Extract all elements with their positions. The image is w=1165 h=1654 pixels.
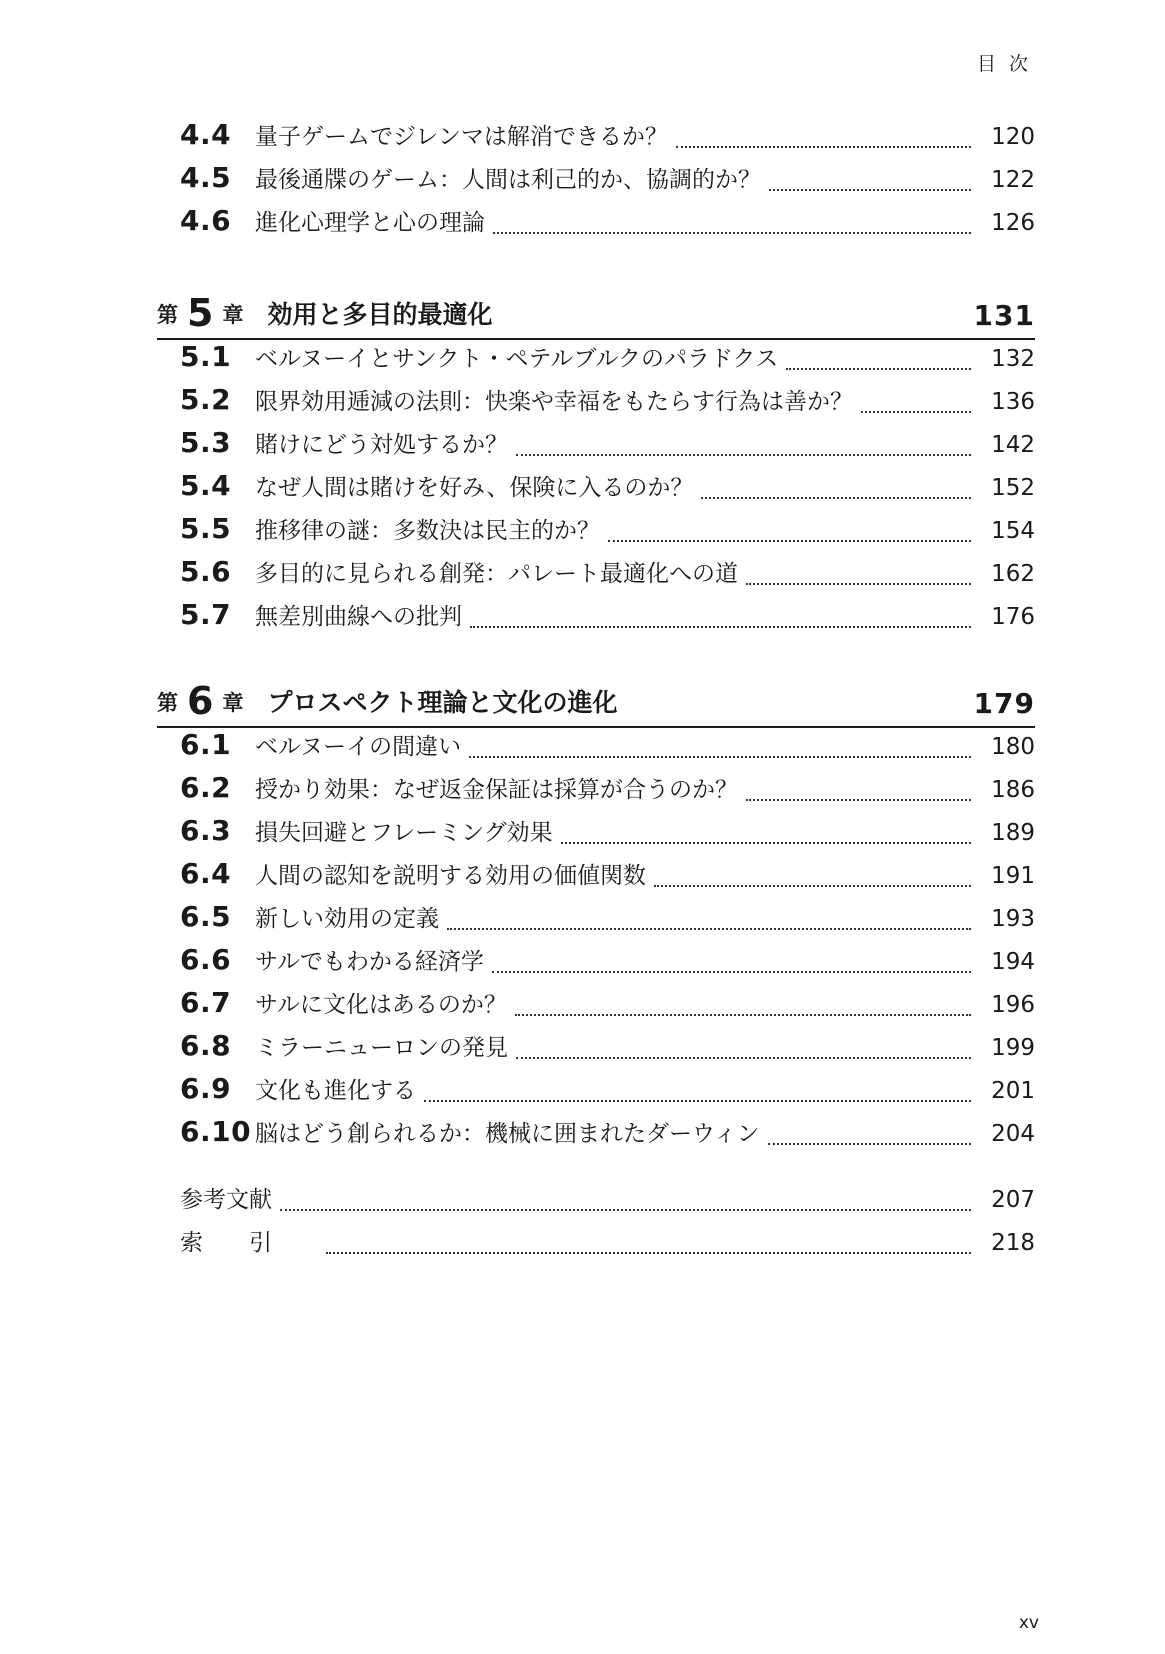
backmatter-page-number: 218	[991, 1230, 1035, 1256]
chapter-6-sections	[180, 728, 1035, 1158]
chapter-suffix: 章	[222, 691, 244, 715]
dot-leader	[769, 189, 971, 191]
toc-entry[interactable]	[180, 118, 1035, 161]
chapter-suffix: 章	[222, 303, 244, 327]
section-title: 限界効用逓減の法則：快楽や幸福をもたらす行為は善か？	[255, 389, 853, 415]
section-page-number: 194	[991, 949, 1035, 975]
toc-entry[interactable]	[180, 1115, 1035, 1158]
section-page-number: 201	[991, 1078, 1035, 1104]
chapter-5-sections	[180, 340, 1035, 641]
chapter-number: 6	[187, 679, 214, 723]
section-number: 5.5	[180, 512, 232, 545]
section-number: 5.3	[180, 426, 232, 459]
toc-entry[interactable]	[180, 1029, 1035, 1072]
section-number: 4.5	[180, 161, 232, 194]
section-title: 推移律の謎：多数決は民主的か？	[255, 518, 600, 544]
section-title: 人間の認知を説明する効用の価値関数	[255, 863, 646, 889]
chapter-page-number: 179	[973, 687, 1035, 720]
toc-entry[interactable]	[180, 555, 1035, 598]
toc-entry[interactable]	[180, 161, 1035, 204]
toc-entry[interactable]	[180, 1072, 1035, 1115]
dot-leader	[516, 454, 971, 456]
dot-leader	[676, 146, 971, 148]
toc-entry[interactable]	[180, 857, 1035, 900]
dot-leader	[493, 232, 971, 234]
dot-leader	[447, 928, 971, 930]
dot-leader	[608, 540, 971, 542]
section-title: ベルヌーイの間違い	[255, 734, 462, 760]
toc-entry[interactable]	[180, 814, 1035, 857]
section-number: 6.5	[180, 900, 232, 933]
dot-leader	[280, 1209, 971, 1211]
section-page-number: 191	[991, 863, 1035, 889]
toc-entry[interactable]	[180, 986, 1035, 1029]
chapter-prefix: 第	[157, 691, 178, 715]
toc-entry[interactable]	[180, 383, 1035, 426]
dot-leader	[746, 583, 971, 585]
section-title: サルでもわかる経済学	[255, 949, 484, 975]
dot-leader	[701, 497, 971, 499]
section-title: ミラーニューロンの発見	[255, 1035, 508, 1061]
toc-entry[interactable]	[180, 340, 1035, 383]
section-page-number: 154	[991, 518, 1035, 544]
section-title: ベルヌーイとサンクト・ペテルブルクのパラドクス	[255, 346, 779, 372]
dot-leader	[470, 626, 971, 628]
section-title: 無差別曲線への批判	[255, 604, 462, 630]
section-page-number: 193	[991, 906, 1035, 932]
section-title: 多目的に見られる創発：パレート最適化への道	[255, 561, 738, 587]
section-number: 6.3	[180, 814, 232, 847]
dot-leader	[516, 1057, 971, 1059]
dot-leader	[786, 368, 971, 370]
toc-entry[interactable]	[180, 943, 1035, 986]
section-title: 授かり効果：なぜ返金保証は採算が合うのか？	[255, 777, 738, 803]
section-page-number: 162	[991, 561, 1035, 587]
dot-leader	[654, 885, 971, 887]
backmatter-page-number: 207	[991, 1187, 1035, 1213]
section-page-number: 122	[991, 167, 1035, 193]
section-number: 5.1	[180, 340, 232, 373]
section-number: 6.9	[180, 1072, 232, 1105]
section-number: 6.10	[180, 1115, 252, 1148]
toc-entry[interactable]	[180, 469, 1035, 512]
section-number: 6.1	[180, 728, 232, 761]
running-header: 目次	[976, 53, 1041, 75]
dot-leader	[746, 799, 971, 801]
section-title: 賭けにどう対処するか？	[255, 432, 508, 458]
section-page-number: 189	[991, 820, 1035, 846]
backmatter-entry[interactable]	[180, 1181, 1035, 1224]
section-page-number: 196	[991, 992, 1035, 1018]
section-title: 最後通牒のゲーム：人間は利己的か、協調的か？	[255, 167, 761, 193]
section-page-number: 204	[991, 1121, 1035, 1147]
section-title: 進化心理学と心の理論	[255, 210, 485, 236]
chapter-5-heading[interactable]	[157, 284, 1035, 340]
backmatter-title: 索引	[180, 1230, 318, 1256]
toc-entry[interactable]	[180, 426, 1035, 469]
toc-entry[interactable]	[180, 728, 1035, 771]
chapter-title: 効用と多目的最適化	[267, 300, 493, 329]
section-number: 5.2	[180, 383, 232, 416]
section-page-number: 136	[991, 389, 1035, 415]
chapter-page-number: 131	[973, 299, 1035, 332]
section-title: 損失回避とフレーミング効果	[255, 820, 553, 846]
dot-leader	[492, 971, 971, 973]
section-number: 6.7	[180, 986, 232, 1019]
section-number: 6.4	[180, 857, 232, 890]
section-number: 5.7	[180, 598, 232, 631]
section-title: 新しい効用の定義	[255, 906, 439, 932]
dot-leader	[861, 411, 971, 413]
toc-entry[interactable]	[180, 598, 1035, 641]
chapter-prefix: 第	[157, 303, 178, 327]
backmatter-title: 参考文献	[180, 1187, 272, 1213]
dot-leader	[326, 1252, 971, 1254]
section-page-number: 176	[991, 604, 1035, 630]
backmatter-list	[180, 1181, 1035, 1267]
section-title: 文化も進化する	[255, 1078, 416, 1104]
chapter-title: プロスペクト理論と文化の進化	[267, 688, 618, 717]
section-number: 6.8	[180, 1029, 232, 1062]
section-number: 4.4	[180, 118, 232, 151]
dot-leader	[515, 1014, 971, 1016]
dot-leader	[469, 756, 971, 758]
dot-leader	[424, 1100, 971, 1102]
section-page-number: 180	[991, 734, 1035, 760]
section-page-number: 152	[991, 475, 1035, 501]
toc-entry[interactable]	[180, 512, 1035, 555]
toc-entry[interactable]	[180, 204, 1035, 247]
section-page-number: 186	[991, 777, 1035, 803]
toc-entry[interactable]	[180, 771, 1035, 814]
toc-entry[interactable]	[180, 900, 1035, 943]
section-page-number: 120	[991, 124, 1035, 150]
section-title: 脳はどう創られるか：機械に囲まれたダーウィン	[255, 1121, 760, 1147]
page-folio: xv	[1018, 1613, 1039, 1633]
section-title: なぜ人間は賭けを好み、保険に入るのか？	[255, 475, 694, 501]
section-number: 6.2	[180, 771, 232, 804]
chapter-number: 5	[187, 291, 214, 335]
section-title: サルに文化はあるのか？	[255, 992, 507, 1018]
section-number: 6.6	[180, 943, 232, 976]
section-page-number: 142	[991, 432, 1035, 458]
section-title: 量子ゲームでジレンマは解消できるか？	[255, 124, 668, 150]
section-number: 5.6	[180, 555, 232, 588]
section-number: 5.4	[180, 469, 232, 502]
dot-leader	[561, 842, 971, 844]
section-page-number: 126	[991, 210, 1035, 236]
dot-leader	[768, 1143, 971, 1145]
backmatter-entry[interactable]	[180, 1224, 1035, 1267]
chapter-4-sections	[180, 118, 1035, 247]
section-number: 4.6	[180, 204, 232, 237]
chapter-6-heading[interactable]	[157, 672, 1035, 728]
section-page-number: 132	[991, 346, 1035, 372]
section-page-number: 199	[991, 1035, 1035, 1061]
